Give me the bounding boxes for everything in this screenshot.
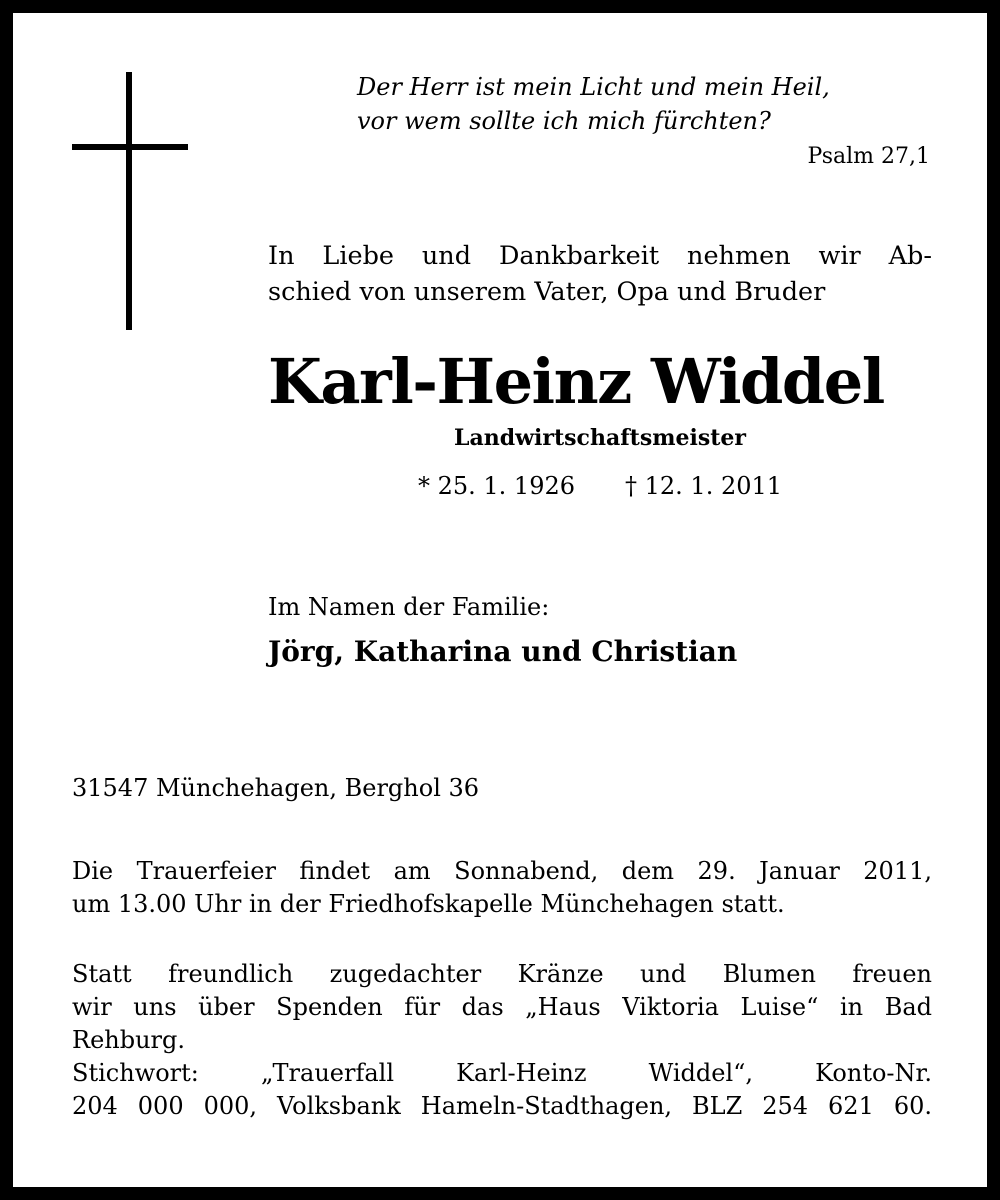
family-label: Im Namen der Familie: — [268, 593, 550, 621]
bible-quote — [357, 70, 937, 138]
deceased-name: Karl-Heinz Widdel — [268, 345, 884, 418]
intro-line-2: schied von unserem Vater, Opa und Bruder — [268, 277, 826, 307]
quote-line-2: vor wem sollte ich mich fürchten? — [357, 107, 771, 135]
donation-paragraph — [72, 958, 932, 1123]
donation-line-2: wir uns über Spenden für das „Haus Viktoria Luise“ in Bad — [72, 993, 932, 1021]
address: 31547 Münchehagen, Berghol 36 — [72, 774, 480, 802]
intro-text — [268, 238, 932, 310]
cross-vertical-bar — [126, 72, 132, 330]
donation-line-1: Statt freundlich zugedachter Kränze und Blumen freuen — [72, 960, 932, 988]
family-names: Jörg, Katharina und Christian — [268, 635, 738, 668]
donation-line-3: Rehburg. — [72, 1026, 186, 1054]
donation-line-5: 204 000 000, Volksbank Hameln-Stadthagen, BLZ 254 621 60. — [72, 1092, 932, 1120]
ceremony-paragraph — [72, 855, 932, 921]
ceremony-line-1: Die Trauerfeier findet am Sonnabend, dem 29. Januar 2011, — [72, 857, 932, 885]
donation-line-4: Stichwort: „Trauerfall Karl-Heinz Widdel“, Konto-Nr. — [72, 1059, 932, 1087]
quote-line-1: Der Herr ist mein Licht und mein Heil, — [357, 73, 830, 101]
death-date: † 12. 1. 2011 — [625, 472, 783, 500]
ceremony-line-2: um 13.00 Uhr in der Friedhofskapelle Münchehagen statt. — [72, 890, 785, 918]
life-dates — [268, 468, 932, 504]
quote-source: Psalm 27,1 — [807, 144, 930, 169]
intro-line-1: In Liebe und Dankbarkeit nehmen wir Ab- — [268, 241, 932, 271]
birth-date: * 25. 1. 1926 — [417, 472, 575, 500]
deceased-title: Landwirtschaftsmeister — [454, 425, 746, 451]
cross-horizontal-bar — [72, 144, 188, 150]
